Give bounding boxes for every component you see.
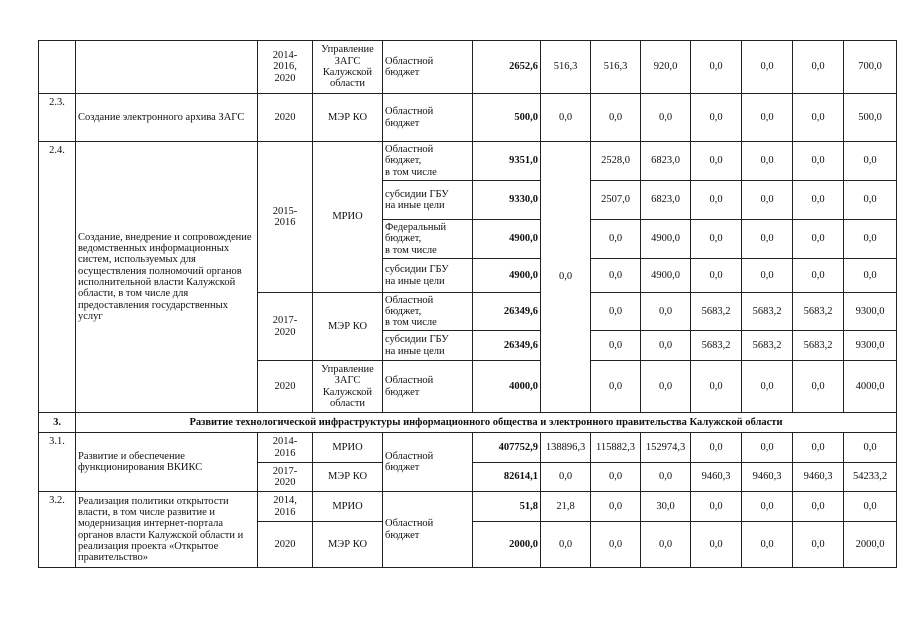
value-cell: 0,0: [742, 433, 793, 463]
value-cell: 0,0: [691, 94, 742, 142]
years-cell: 2014- 2016: [258, 433, 313, 463]
source-cell: субсидии ГБУ на иные цели: [383, 181, 473, 220]
value-cell: 0,0: [691, 220, 742, 259]
value-cell: 516,3: [541, 41, 591, 94]
executor-cell: МЭР КО: [313, 522, 383, 568]
years-cell: 2020: [258, 94, 313, 142]
value-cell: 0,0: [742, 361, 793, 413]
table-row: [39, 41, 897, 94]
row-number-cell: [39, 41, 76, 94]
value-cell: 0,0: [844, 181, 897, 220]
executor-cell: МЭР КО: [313, 94, 383, 142]
table-row: [39, 94, 897, 142]
value-cell: 6823,0: [641, 142, 691, 181]
years-cell: 2014- 2016, 2020: [258, 41, 313, 94]
value-cell: 0,0: [691, 259, 742, 293]
value-cell: 152974,3: [641, 433, 691, 463]
value-cell: 9460,3: [793, 463, 844, 492]
value-cell: 0,0: [844, 142, 897, 181]
value-cell: 0,0: [793, 220, 844, 259]
value-cell: 0,0: [541, 463, 591, 492]
years-cell: 2020: [258, 522, 313, 568]
value-cell: 0,0: [691, 142, 742, 181]
executor-cell: Управление ЗАГС Калужской области: [313, 361, 383, 413]
row-name-cell: [76, 41, 258, 94]
value-cell: 0,0: [742, 41, 793, 94]
section-number: 3.: [39, 413, 76, 433]
value-cell: 0,0: [793, 361, 844, 413]
value-cell: 0,0: [541, 142, 591, 413]
value-cell: 4900,0: [641, 259, 691, 293]
value-cell: 0,0: [844, 433, 897, 463]
value-cell: 0,0: [541, 94, 591, 142]
section-title: Развитие технологической инфраструктуры информационного общества и электронного правительства Калужской области: [76, 413, 897, 433]
value-cell: 0,0: [641, 522, 691, 568]
value-cell: 0,0: [641, 361, 691, 413]
value-cell: 0,0: [641, 293, 691, 331]
total-cell: 9351,0: [473, 142, 541, 181]
value-cell: 0,0: [591, 522, 641, 568]
value-cell: 0,0: [793, 433, 844, 463]
value-cell: 0,0: [742, 522, 793, 568]
total-cell: 4000,0: [473, 361, 541, 413]
value-cell: 0,0: [691, 361, 742, 413]
value-cell: 9460,3: [742, 463, 793, 492]
value-cell: 0,0: [591, 492, 641, 522]
value-cell: 0,0: [793, 181, 844, 220]
value-cell: 0,0: [691, 41, 742, 94]
total-cell: 4900,0: [473, 220, 541, 259]
value-cell: 0,0: [844, 259, 897, 293]
value-cell: 0,0: [641, 463, 691, 492]
value-cell: 0,0: [742, 492, 793, 522]
value-cell: 0,0: [793, 41, 844, 94]
years-cell: 2015- 2016: [258, 142, 313, 293]
value-cell: 0,0: [691, 433, 742, 463]
value-cell: 115882,3: [591, 433, 641, 463]
value-cell: 0,0: [793, 94, 844, 142]
source-cell: Областной бюджет: [383, 41, 473, 94]
value-cell: 0,0: [844, 492, 897, 522]
row-name: Создание, внедрение и сопровождение ведомственных информационных систем, используемых для осуществления полномочий органов исполнительной власти Калужской области, в том числе для предоставления государственных услуг: [76, 142, 258, 413]
value-cell: 0,0: [844, 220, 897, 259]
total-cell: 2652,6: [473, 41, 541, 94]
value-cell: 2000,0: [844, 522, 897, 568]
total-cell: 500,0: [473, 94, 541, 142]
value-cell: 0,0: [591, 259, 641, 293]
budget-table: [38, 40, 897, 568]
value-cell: 0,0: [641, 94, 691, 142]
value-cell: 9300,0: [844, 293, 897, 331]
value-cell: 0,0: [793, 522, 844, 568]
source-cell: Областной бюджет: [383, 433, 473, 492]
value-cell: 5683,2: [793, 293, 844, 331]
value-cell: 700,0: [844, 41, 897, 94]
table-row: [39, 492, 897, 522]
total-cell: 4900,0: [473, 259, 541, 293]
value-cell: 9300,0: [844, 331, 897, 361]
executor-cell: Управление ЗАГС Калужской области: [313, 41, 383, 94]
source-cell: Областной бюджет: [383, 94, 473, 142]
value-cell: 0,0: [742, 142, 793, 181]
row-number: 3.2.: [39, 492, 76, 568]
executor-cell: МРИО: [313, 142, 383, 293]
value-cell: 5683,2: [691, 331, 742, 361]
value-cell: 2528,0: [591, 142, 641, 181]
total-cell: 26349,6: [473, 331, 541, 361]
table-row: [39, 413, 897, 433]
value-cell: 0,0: [793, 142, 844, 181]
source-cell: Областной бюджет, в том числе: [383, 142, 473, 181]
value-cell: 138896,3: [541, 433, 591, 463]
value-cell: 920,0: [641, 41, 691, 94]
source-cell: Областной бюджет: [383, 361, 473, 413]
value-cell: 4000,0: [844, 361, 897, 413]
value-cell: 5683,2: [742, 293, 793, 331]
value-cell: 0,0: [742, 259, 793, 293]
value-cell: 0,0: [691, 522, 742, 568]
source-cell: субсидии ГБУ на иные цели: [383, 331, 473, 361]
value-cell: 516,3: [591, 41, 641, 94]
table-row: [39, 142, 897, 181]
value-cell: 5683,2: [691, 293, 742, 331]
executor-cell: МРИО: [313, 433, 383, 463]
value-cell: 30,0: [641, 492, 691, 522]
source-cell: Федеральный бюджет, в том числе: [383, 220, 473, 259]
row-number: 2.4.: [39, 142, 76, 413]
value-cell: 4900,0: [641, 220, 691, 259]
value-cell: 0,0: [591, 293, 641, 331]
source-cell: Областной бюджет: [383, 492, 473, 568]
value-cell: 0,0: [541, 522, 591, 568]
value-cell: 0,0: [591, 361, 641, 413]
row-name: Развитие и обеспечение функционирования ВКИКС: [76, 433, 258, 492]
total-cell: 2000,0: [473, 522, 541, 568]
years-cell: 2017- 2020: [258, 463, 313, 492]
value-cell: 0,0: [691, 181, 742, 220]
value-cell: 5683,2: [742, 331, 793, 361]
total-cell: 82614,1: [473, 463, 541, 492]
years-cell: 2014, 2016: [258, 492, 313, 522]
value-cell: 0,0: [742, 181, 793, 220]
value-cell: 500,0: [844, 94, 897, 142]
value-cell: 0,0: [591, 331, 641, 361]
total-cell: 51,8: [473, 492, 541, 522]
row-number: 2.3.: [39, 94, 76, 142]
row-name: Реализация политики открытости власти, в том числе развитие и модернизация интернет-портала органов власти Калужской области и реализация проекта «Открытое правительство»: [76, 492, 258, 568]
value-cell: 0,0: [691, 492, 742, 522]
table-row: [39, 433, 897, 463]
row-number: 3.1.: [39, 433, 76, 492]
value-cell: 0,0: [591, 220, 641, 259]
total-cell: 9330,0: [473, 181, 541, 220]
value-cell: 6823,0: [641, 181, 691, 220]
executor-cell: МЭР КО: [313, 293, 383, 361]
source-cell: субсидии ГБУ на иные цели: [383, 259, 473, 293]
value-cell: 2507,0: [591, 181, 641, 220]
value-cell: 9460,3: [691, 463, 742, 492]
value-cell: 0,0: [641, 331, 691, 361]
total-cell: 407752,9: [473, 433, 541, 463]
source-cell: Областной бюджет, в том числе: [383, 293, 473, 331]
value-cell: 5683,2: [793, 331, 844, 361]
executor-cell: МЭР КО: [313, 463, 383, 492]
value-cell: 0,0: [793, 492, 844, 522]
years-cell: 2017- 2020: [258, 293, 313, 361]
value-cell: 0,0: [793, 259, 844, 293]
value-cell: 0,0: [742, 220, 793, 259]
value-cell: 0,0: [742, 94, 793, 142]
value-cell: 0,0: [591, 94, 641, 142]
value-cell: 0,0: [591, 463, 641, 492]
value-cell: 21,8: [541, 492, 591, 522]
executor-cell: МРИО: [313, 492, 383, 522]
years-cell: 2020: [258, 361, 313, 413]
total-cell: 26349,6: [473, 293, 541, 331]
row-name: Создание электронного архива ЗАГС: [76, 94, 258, 142]
value-cell: 54233,2: [844, 463, 897, 492]
